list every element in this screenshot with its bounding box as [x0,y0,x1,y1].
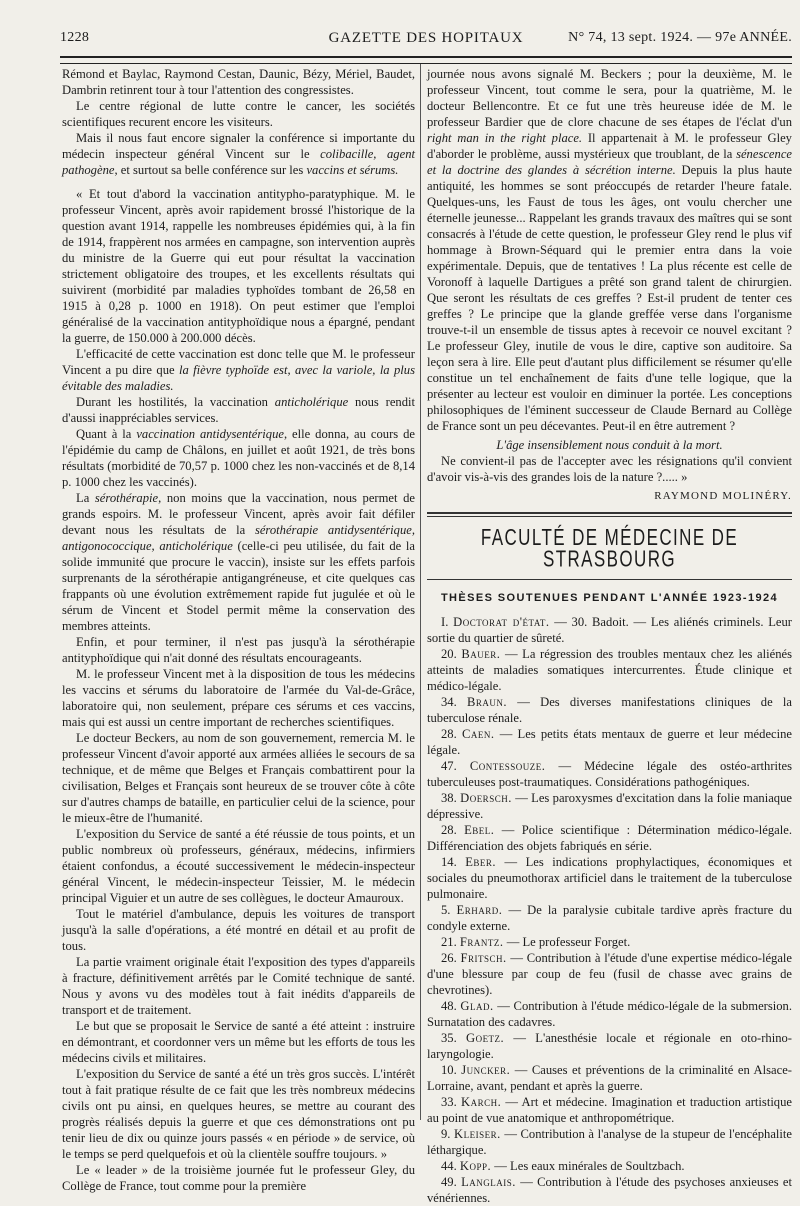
paragraph: Mais il nous faut encore signaler la conférence si importante du médecin inspecteur général Vincent sur le colibacille, agent pathogène, et surtout sa belle conférence sur les vaccins et sérums. [62,131,415,177]
page-header [60,30,792,52]
thesis-entry: 14. Eber. — Les indications prophylactiques, économiques et sociales du pneumothorax artificiel dans le traitement de la tuberculose pulmonaire. [427,855,792,901]
thesis-author: Caen. [461,727,495,741]
thesis-author: Langlais. [461,1175,516,1189]
thesis-entry: 47. Contessouze. — Médecine légale des ostéo-arthrites tuberculeuses post-traumatiques. Considérations pathogéniques. [427,759,792,789]
theses-heading: THÈSES SOUTENUES PENDANT L'ANNÉE 1923-1924 [440,592,779,604]
thesis-author: Doctorat d'état. [453,615,550,629]
thesis-entry: 26. Fritsch. — Contribution à l'étude d'une expertise médico-légale d'une blessure par coup de feu (fusil de chasse avec grains de chevrotines). [427,951,793,997]
thesis-author: Kopp. [459,1159,492,1173]
author-signature: RAYMOND MOLINÉRY. [654,490,792,502]
thesis-author: Juncker. [461,1063,511,1077]
thesis-author: Goetz. [465,1031,505,1045]
thesis-entry: 48. Glad. — Contribution à l'étude médico-légale de la submersion. Surnatation des cadavres. [427,999,792,1029]
thesis-entry: 10. Juncker. — Causes et préventions de la criminalité en Alsace-Lorraine, avant, pendant et après la guerre. [427,1063,792,1093]
section-rule [427,512,792,514]
header-rule [60,56,792,64]
thesis-author: Glad. [460,999,494,1013]
paragraph: Le but que se proposait le Service de santé a été atteint : instruire en démontrant, et coordonner vers un même but les efforts de tous les médecins civils et militaires. [62,1019,415,1065]
thesis-author: Ebel. [464,823,495,837]
paragraph: Le docteur Beckers, au nom de son gouvernement, remercia M. le professeur Vincent d'avoir apporté aux armées alliées le secours de sa technique, et de même que Belges et Français combattirent pour la civilisation, Belges et Français sont heureux de se trouver côte à côte sur d'autres champs de bataille, en particulier celui de la science, pour le mieux-être de l'humanité. [62,731,415,825]
thesis-author: Contessouze. [469,759,546,773]
page-number: 1228 [60,30,90,45]
paragraph: journée nous avons signalé M. Beckers ; pour la deuxième, M. le professeur Vincent, tout comme le sera, pour la quatrième, M. le docteur Bellencontre. Et ce fut une très heureuse idée de M. le professeur Bardier que de clore chacune de ses étapes de l'éclat d'un right man in the right place. Il appartenait à M. le professeur Gley d'aborder le problème, aussi mystérieux que troublant, de la sénescence et la doctrine des glandes à sécrétion interne. Depuis la plus haute antiquité, les hommes se sont préoccupés de retarder l'heure fatale. Quelques-uns, les Faust de tous les âges, ont voulu chercher une éternelle jeunesse... Rappelant les grands travaux des maîtres qui se sont consacrés à l'étude de cette question, le professeur Gley rend le plus vif hommage à Brown-Séquard qui le premier entra dans la voie expérimentale. Depuis, que de tentatives ! La plus récente est celle de Voronoff à laquelle Dartigues a prêté son grand talent de chirurgien. Que seront les résultats de ces greffes ? Est-il prudent de tenter ces greffes ? Le principe que la glande greffée verse dans l'organisme trouve-t-il un ensemble de tissus aptes à recevoir ce nouvel excitant ? Le professeur Gley, inutile de vous le dire, captive son auditoire. Sa leçon sera à lire. Elle peut d'autant plus difficilement se résumer qu'elle constitue un tel enchaînement de faits d'une telle logique, que la présenter au lecteur est vouloir en diminuer la portée. Les conceptions philosophiques de l'éminent successeur de Claude Bernard au Collège de France sont un peu décevantes. Peut-il en être autrement ? [427,67,792,433]
paragraph: Quant à la vaccination antidysentérique, elle donna, au cours de l'épidémie du camp de Châlons, en juillet et août 1921, de très bons résultats (morbidité de 70,57 p. 1000 chez les non-vaccinés et de 8,14 p. 1000 chez les vaccinés). [62,427,415,489]
thesis-entry: 49. Langlais. — Contribution à l'étude des psychoses anxieuses et vénériennes. [427,1175,792,1205]
section-rule [427,516,792,517]
thesis-entry: 20. Bauer. — La régression des troubles mentaux chez les aliénés atteints de maladies somatiques intercurrentes. Étude clinique et médico-légale. [427,647,793,693]
right-column [427,66,792,1206]
column-separator [420,64,421,1120]
quote: L'âge insensiblement nous conduit à la mort. [496,438,723,452]
thesis-author: Kleiser. [454,1127,501,1141]
paragraph: L'exposition du Service de santé a été un très gros succès. L'intérêt tout à fait pratique résulte de ce fait que les très nombreux médecins civils ont pu ainsi, en quelques heures, se mettre au courant des progrès réalisés depuis la guerre et que ces démonstrations ont pu tenir lieu de dix ou quinze jours passés « en période » de service, où le temps se perd quelquefois et où la clientèle souffre toujours. » [62,1067,415,1161]
thesis-author: Doersch. [460,791,512,805]
paragraph: L'efficacité de cette vaccination est donc telle que M. le professeur Vincent a pu dire que la fièvre typhoïde est, avec la variole, la plus évitable des maladies. [62,347,415,393]
thesis-entry: 28. Caen. — Les petits états mentaux de guerre et leur médecine légale. [427,727,793,757]
paragraph: Ne convient-il pas de l'accepter avec les résignations qu'il convient d'avoir vis-à-vis des grandes lois de la nature ?..... » [427,454,792,484]
thesis-author: Fritsch. [460,951,507,965]
thesis-entry: 33. Karch. — Art et médecine. Imagination et traduction artistique au point de vue anatomique et anthropométrique. [427,1095,792,1125]
thesis-entry: 34. Braun. — Des diverses manifestations cliniques de la tuberculose rénale. [427,695,792,725]
paragraph: La sérothérapie, non moins que la vaccination, nous permet de grands espoirs. M. le professeur Vincent, après avoir fait défiler devant nous les résultats de la sérothérapie antidysentérique, antigonococcique, anticholérique (celle-ci peu utilisée, du fait de la solide immunité que procure le vaccin), insiste sur les effets parfois surprenants de la sérothérapie antigangréneuse, et cite quelques cas frappants où une évolution extrêmement rapide fut jugulée et où le sérum de Vincent et Stodel permit même la conservation des membres atteints. [62,491,415,633]
thesis-entry: 38. Doersch. — Les paroxysmes d'excitation dans la folie maniaque dépressive. [427,791,792,821]
theses-list [427,614,792,1206]
paragraph: Le centre régional de lutte contre le cancer, les sociétés scientifiques recurent encore les visiteurs. [62,99,415,129]
thesis-author: Eber. [465,855,497,869]
thesis-author: Erhard. [456,903,503,917]
section-title: FACULTÉ DE MÉDECINE DE STRASBOURG [480,524,739,572]
thesis-entry: 44. Kopp. — Les eaux minérales de Soultzbach. [441,1159,685,1173]
thesis-author: Frantz. [459,935,504,949]
paragraph: Le « leader » de la troisième journée fut le professeur Gley, du Collège de France, tout comme pour la première [62,1163,415,1193]
paragraph: M. le professeur Vincent met à la disposition de tous les médecins les vaccins et sérums du laboratoire de l'armée du Val-de-Grâce, laboratoire qui, non seulement, prépare ces sérums et ces vaccins, mais qui est aussi un centre important de recherches scientifiques. [62,667,415,729]
paragraph: Tout le matériel d'ambulance, depuis les voitures de transport jusqu'à la salle d'opérations, a été montré en détail et au profit de tous. [62,907,415,953]
thesis-entry: 21. Frantz. — Le professeur Forget. [441,935,631,949]
thesis-entry: I. Doctorat d'état. — 30. Badoit. — Les aliénés criminels. Leur sortie du quartier de sûreté. [427,615,792,645]
paragraph: Enfin, et pour terminer, il n'est pas jusqu'à la sérothérapie antityphoïdique qui n'ait donné des résultats encourageants. [62,635,415,665]
paragraph: Rémond et Baylac, Raymond Cestan, Daunic, Bézy, Mériel, Baudet, Dambrin retinrent tour à tour l'attention des congressistes. [62,67,415,97]
left-column [62,66,415,1194]
thesis-entry: 9. Kleiser. — Contribution à l'analyse de la stupeur de l'encéphalite léthargique. [427,1127,792,1157]
paragraph: Durant les hostilités, la vaccination anticholérique nous rendit d'aussi inappréciables services. [62,395,415,425]
thesis-author: Karch. [460,1095,502,1109]
thesis-entry: 28. Ebel. — Police scientifique : Détermination médico-légale. Différenciation des objets fabriqués en série. [427,823,793,853]
issue-info: N° 74, 13 sept. 1924. — 97e ANNÉE. [568,30,792,45]
paragraph: « Et tout d'abord la vaccination antitypho-paratyphique. M. le professeur Vincent, après avoir rapidement brossé l'historique de la question avant 1914, rappelle les nombreuses épidémies qui, à la fin de 1914, frappèrent nos armées en campagne, son intervention auprès du ministre de la Guerre qui eut pour résultat la vaccination strictement obligatoire des troupes, et les excellents résultats qui suivirent (morbidité par maladies typhoïdes tombant de 26,58 en 1915 à 0,28 p. 1000 en 1918). On peut estimer que l'emploi généralisé de la vaccination antityphoïdique nous a épargné, pendant la guerre, de 150.000 à 200.000 décès. [62,187,415,345]
thesis-author: Bauer. [461,647,501,661]
thesis-entry: 5. Erhard. — De la paralysie cubitale tardive après fracture du condyle externe. [427,903,793,933]
thesis-entry: 35. Goetz. — L'anesthésie locale et régionale en oto-rhino-laryngologie. [427,1031,792,1061]
journal-title: GAZETTE DES HOPITAUX [328,30,524,46]
paragraph: L'exposition du Service de santé a été réussie de tous points, et un public nombreux où professeurs, généraux, médecins, infirmiers étaient confondus, a écouté successivement le médecin-inspecteur général Vincent, le médecin-inspecteur Teissier, M. le médecin principal Viguier et un autre de ses collègues, le docteur Amauroux. [62,827,415,905]
paragraph: La partie vraiment originale était l'exposition des types d'appareils à fracture, définitivement arrêtés par le Comité technique de santé. Nous y avons vu des modèles tout à fait inédits d'appareils de transport et de traitement. [62,955,415,1017]
thesis-author: Braun. [466,695,508,709]
section-rule [427,579,792,580]
